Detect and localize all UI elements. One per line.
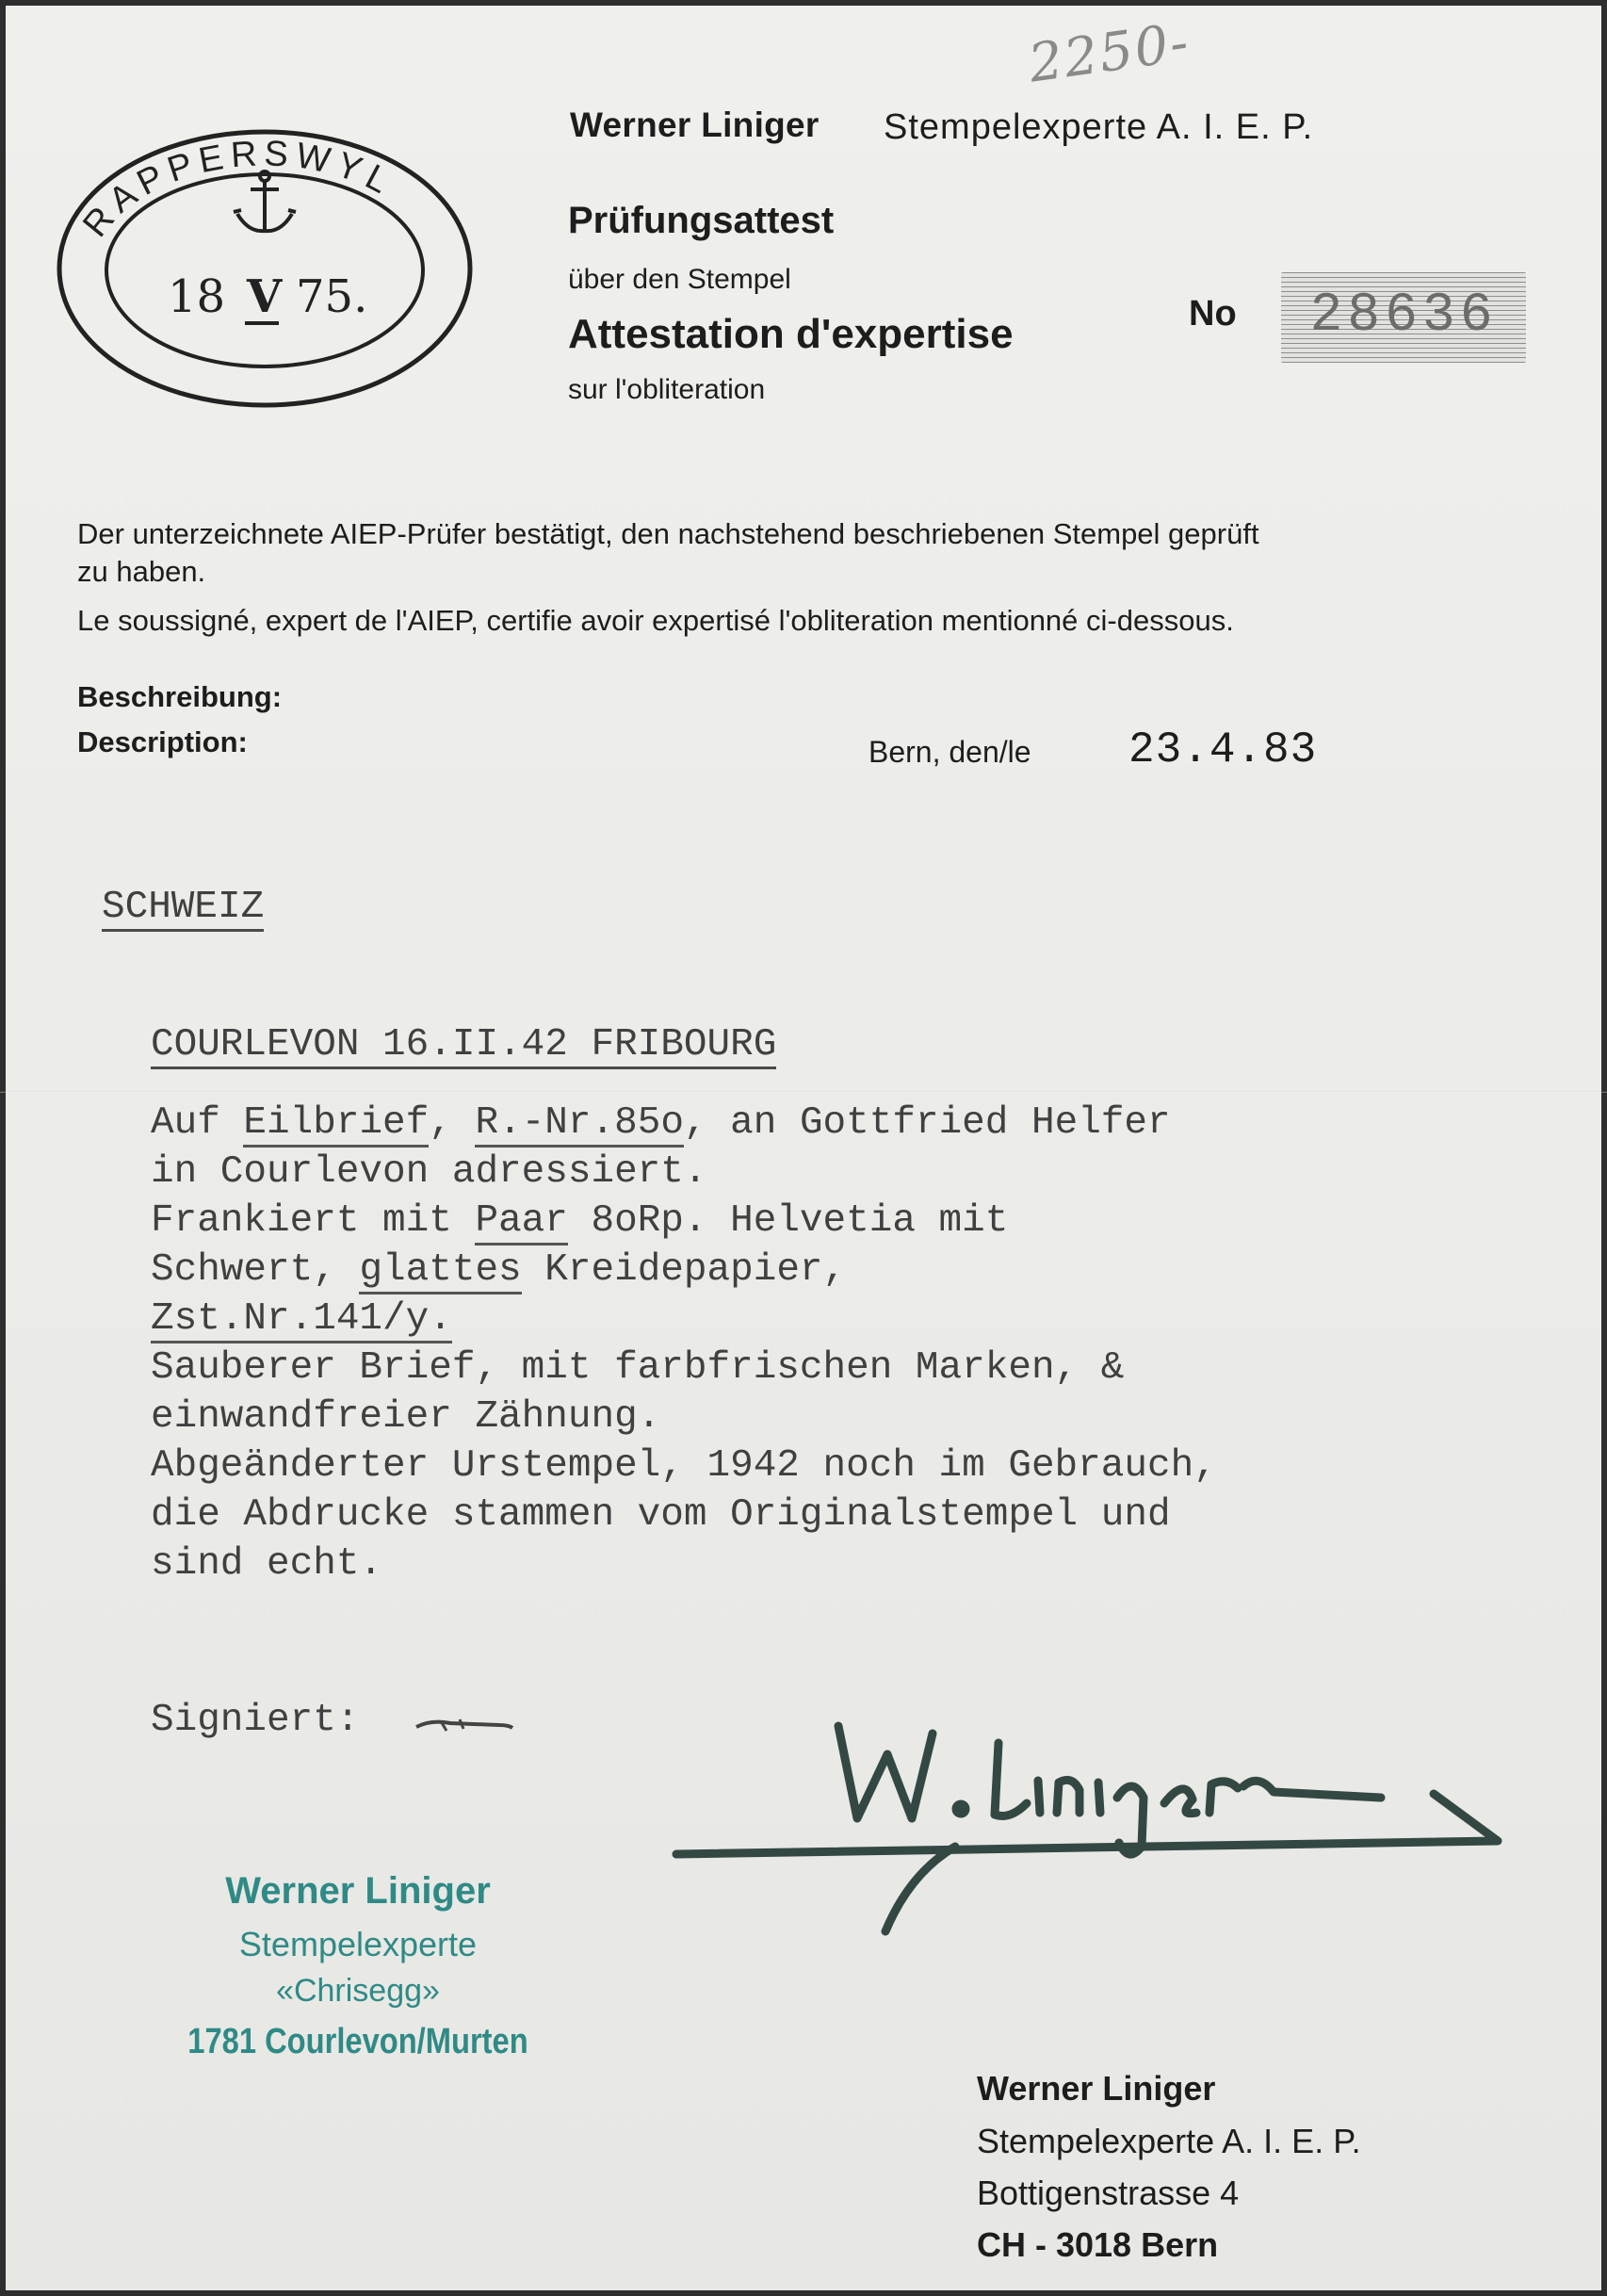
- stamp-name: Werner Liniger: [225, 1870, 491, 1912]
- title-german: Prüfungsattest: [568, 200, 835, 241]
- label-description: Description:: [77, 725, 248, 758]
- postmark-description-heading: COURLEVON 16.II.42 FRIBOURG: [151, 1023, 776, 1069]
- postmark-day: 18: [168, 270, 226, 323]
- address-street: Bottigenstrasse 4: [977, 2174, 1240, 2212]
- pencil-price-note: 2250-: [1025, 11, 1194, 95]
- certificate-number: 28636: [1309, 285, 1498, 347]
- intro-french-line: Le soussigné, expert de l'AIEP, certifie avoir expertisé l'obliteration mentionné ci-dessous.: [77, 604, 1234, 637]
- header-expert-title: Stempelexperte A. I. E. P.: [884, 107, 1314, 147]
- postmark-year: 75.: [296, 270, 368, 323]
- small-initial-mark: [413, 1710, 516, 1738]
- label-beschreibung: Beschreibung:: [77, 680, 283, 713]
- desc-line-7: einwandfreier Zähnung.: [151, 1395, 661, 1439]
- intro-german-line2: zu haben.: [77, 555, 206, 588]
- postmark-rapperswyl: [49, 127, 482, 410]
- address-name: Werner Liniger: [977, 2069, 1216, 2108]
- desc-line-2: in Courlevon adressiert.: [151, 1150, 707, 1194]
- address-title: Stempelexperte A. I. E. P.: [977, 2122, 1361, 2160]
- stamp-title: Stempelexperte: [238, 1925, 478, 1963]
- postmark-month: V: [247, 270, 283, 323]
- postmark-town: RAPPERSWYL: [75, 134, 401, 245]
- handwritten-signature: [669, 1705, 1517, 1950]
- desc-line-1: Auf Eilbrief, R.-Nr.85o, an Gottfried Helfer: [151, 1101, 1171, 1148]
- subtitle-french: sur l'obliteration: [568, 374, 766, 405]
- desc-line-3: Frankiert mit Paar 8oRp. Helvetia mit: [151, 1199, 1008, 1246]
- signed-label: Signiert:: [151, 1699, 360, 1742]
- certificate-number-label: No: [1189, 294, 1237, 334]
- paper-fold-line: [0, 1091, 1607, 1093]
- country-heading: SCHWEIZ: [102, 886, 264, 932]
- desc-line-9: die Abdrucke stammen vom Originalstempel und: [151, 1493, 1171, 1537]
- desc-line-8: Abgeänderter Urstempel, 1942 noch im Gebrauch,: [151, 1444, 1217, 1488]
- address-city: CH - 3018 Bern: [977, 2225, 1219, 2264]
- desc-line-5: Zst.Nr.141/y.: [151, 1297, 452, 1343]
- header-expert-name: Werner Liniger: [570, 106, 820, 144]
- desc-line-6: Sauberer Brief, mit farbfrischen Marken, &: [151, 1346, 1125, 1390]
- intro-german-line1: Der unterzeichnete AIEP-Prüfer bestätigt, den nachstehend beschriebenen Stempel geprüft: [77, 517, 1259, 550]
- title-french: Attestation d'expertise: [568, 311, 1014, 357]
- subtitle-german: über den Stempel: [568, 264, 791, 295]
- description-body: [151, 1099, 1217, 1588]
- stamp-address: 1781 Courlevon/Murten: [187, 2022, 528, 2061]
- desc-line-10: sind echt.: [151, 1542, 383, 1586]
- stamp-house-name: «Chrisegg»: [276, 1973, 440, 2009]
- place-label: Bern, den/le: [868, 735, 1031, 769]
- anchor-icon: [234, 171, 296, 231]
- certificate-date: 23.4.83: [1128, 725, 1318, 774]
- desc-line-4: Schwert, glattes Kreidepapier,: [151, 1248, 846, 1295]
